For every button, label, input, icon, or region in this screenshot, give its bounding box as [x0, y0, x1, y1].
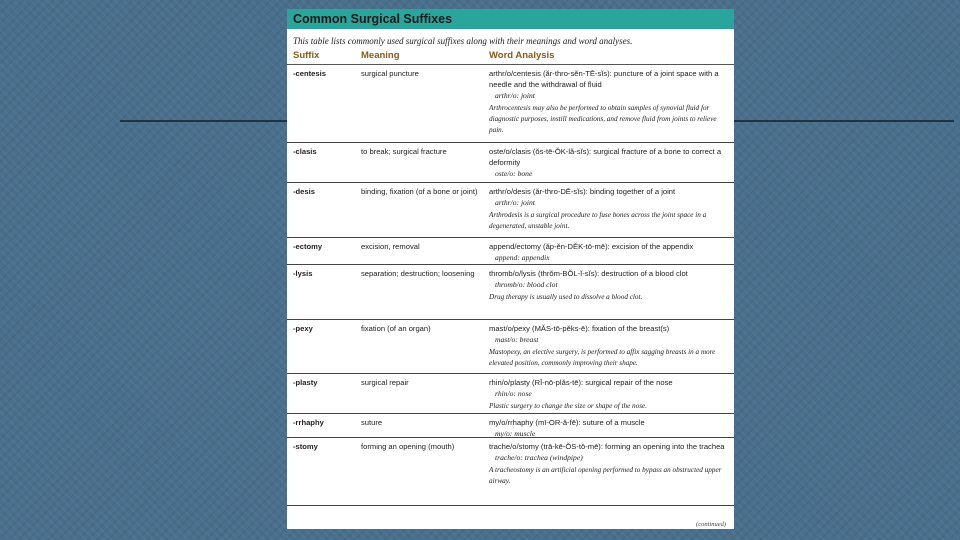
analysis-root: append: appendix	[495, 253, 550, 262]
table-row	[287, 320, 734, 374]
table-row	[287, 438, 734, 506]
analysis-term: trache/o/stomy (trā-kē-ŎS-tō-mē): forming an opening into the trachea	[489, 442, 725, 451]
analysis-cell	[489, 323, 728, 371]
analysis-note: Drug therapy is usually used to dissolve a blood clot.	[489, 293, 643, 301]
continued-note: (continued)	[696, 521, 726, 528]
meaning-cell: surgical repair	[361, 378, 409, 387]
analysis-term: thromb/o/lysis (thrŏm-BŎL-ĭ-sĭs): destruction of a blood clot	[489, 269, 688, 278]
table-intro: This table lists commonly used surgical suffixes along with their meanings and word analyses.	[293, 36, 633, 46]
analysis-cell	[489, 441, 728, 503]
suffix-cell: -stomy	[293, 442, 318, 451]
analysis-cell	[489, 68, 728, 140]
meaning-cell: binding, fixation (of a bone or joint)	[361, 187, 478, 196]
analysis-term: mast/o/pexy (MĂS-tō-pĕks-ē): fixation of the breast(s)	[489, 324, 670, 333]
analysis-root: arthr/o: joint	[495, 198, 535, 207]
table-row	[287, 414, 734, 438]
table-row	[287, 183, 734, 238]
analysis-term: arthr/o/centesis (ăr-thro-sĕn-TĒ-sĭs): puncture of a joint space with a needle and the withdrawal of fluid	[489, 69, 719, 89]
header-suffix: Suffix	[293, 50, 320, 61]
analysis-cell	[489, 146, 728, 180]
analysis-term: arthr/o/desis (ăr-thro-DĒ-sĭs): binding together of a joint	[489, 187, 676, 196]
meaning-cell: forming an opening (mouth)	[361, 442, 455, 451]
analysis-root: mast/o: breast	[495, 335, 539, 344]
suffix-cell: -desis	[293, 187, 315, 196]
suffix-cell: -plasty	[293, 378, 318, 387]
header-analysis: Word Analysis	[489, 50, 555, 61]
decorative-rule-right	[734, 120, 954, 122]
analysis-note: Plastic surgery to change the size or shape of the nose.	[489, 402, 648, 410]
analysis-term: append/ectomy (ăp-ĕn-DĔK-tō-mē): excision of the appendix	[489, 242, 694, 251]
analysis-root: thromb/o: blood clot	[495, 280, 558, 289]
document-page	[287, 9, 734, 529]
analysis-term: rhin/o/plasty (RĪ-nō-plăs-tē): surgical repair of the nose	[489, 378, 673, 387]
table-row	[287, 65, 734, 143]
table-title: Common Surgical Suffixes	[287, 9, 734, 29]
meaning-cell: to break; surgical fracture	[361, 147, 447, 156]
meaning-cell: excision, removal	[361, 242, 420, 251]
table-header	[287, 50, 734, 65]
analysis-root: trache/o: trachea (windpipe)	[495, 453, 583, 462]
header-meaning: Meaning	[361, 50, 400, 61]
decorative-rule-left	[120, 120, 288, 122]
analysis-cell	[489, 186, 728, 235]
suffix-cell: -rrhaphy	[293, 418, 324, 427]
meaning-cell: suture	[361, 418, 383, 427]
analysis-cell	[489, 268, 728, 317]
analysis-note: Mastopexy, an elective surgery, is performed to affix sagging breasts in a more elevated position, commonly improving their shape.	[489, 348, 716, 367]
meaning-cell: surgical puncture	[361, 69, 419, 78]
analysis-note: A tracheostomy is an artificial opening performed to bypass an obstructed upper airway.	[489, 466, 722, 485]
analysis-term: oste/o/clasis (ŏs-tē-ŎK-lă-sĭs): surgical fracture of a bone to correct a deformity	[489, 147, 722, 167]
table-body	[287, 65, 734, 506]
table-row	[287, 238, 734, 265]
analysis-note: Arthrodesis is a surgical procedure to fuse bones across the joint space in a degenerated, unstable joint.	[489, 211, 707, 230]
meaning-cell: fixation (of an organ)	[361, 324, 431, 333]
analysis-root: arthr/o: joint	[495, 91, 535, 100]
suffix-cell: -ectomy	[293, 242, 323, 251]
analysis-root: rhin/o: nose	[495, 389, 532, 398]
analysis-note: Arthrocentesis may also be performed to obtain samples of synovial fluid for diagnostic purposes, instill medications, and remove fluid from joints to relieve pain.	[489, 104, 717, 134]
table-row	[287, 374, 734, 414]
analysis-root: oste/o: bone	[495, 169, 533, 178]
suffix-cell: -centesis	[293, 69, 326, 78]
meaning-cell: separation; destruction; loosening	[361, 269, 475, 278]
suffix-cell: -pexy	[293, 324, 313, 333]
analysis-cell	[489, 377, 728, 411]
analysis-cell	[489, 417, 728, 438]
table-row	[287, 265, 734, 320]
analysis-root: my/o: muscle	[495, 429, 536, 438]
suffix-cell: -lysis	[293, 269, 313, 278]
analysis-cell	[489, 241, 728, 262]
analysis-term: my/o/rrhaphy (mī-OR-ă-fē): suture of a muscle	[489, 418, 645, 427]
table-row	[287, 143, 734, 183]
suffix-cell: -clasis	[293, 147, 317, 156]
